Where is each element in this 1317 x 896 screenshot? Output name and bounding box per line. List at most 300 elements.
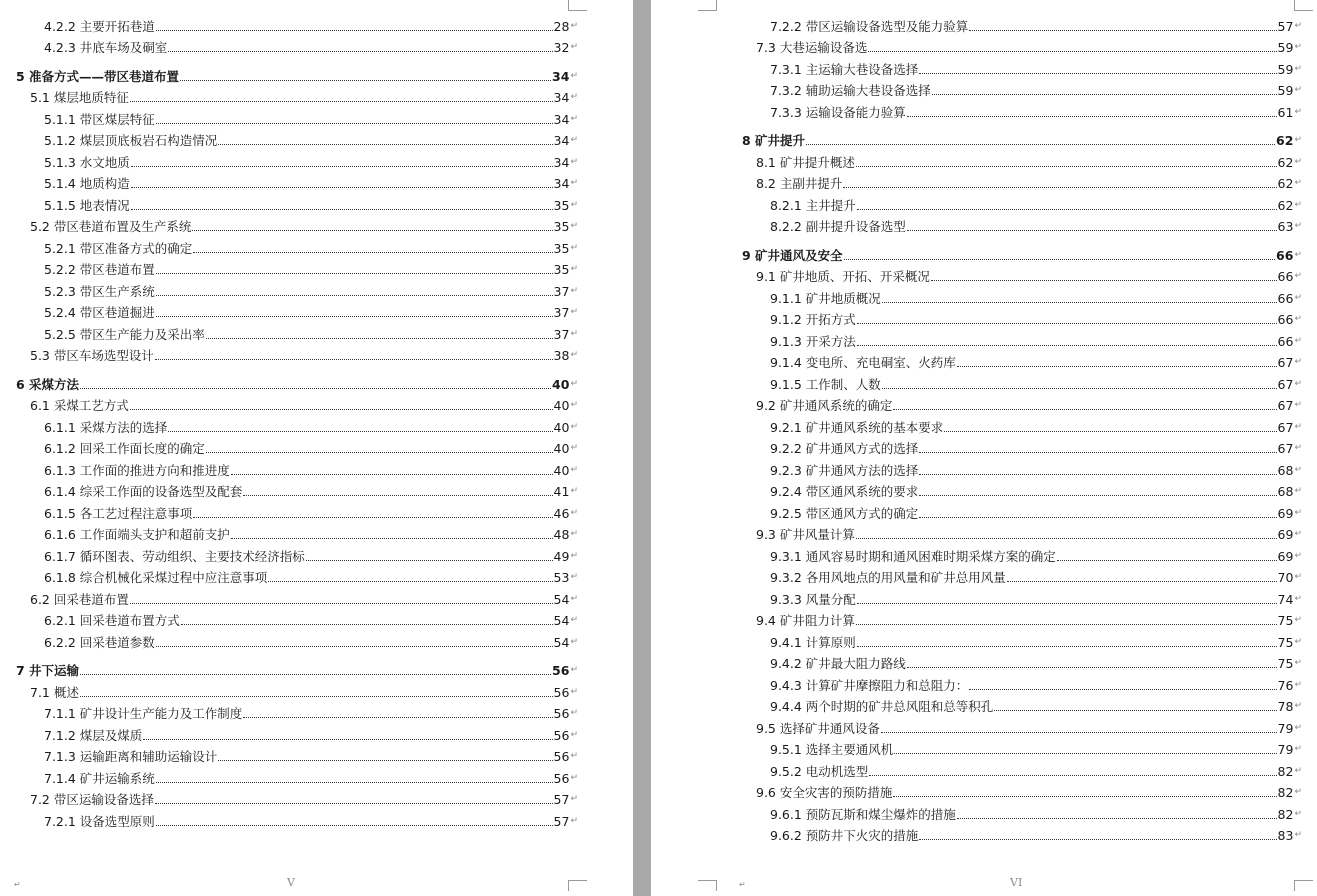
toc-page-number: 63: [1277, 219, 1294, 234]
toc-dot-leader: [156, 295, 553, 296]
toc-entry-title: 9.1.3 开采方法: [770, 333, 856, 349]
paragraph-mark: ↵: [1294, 507, 1302, 518]
paragraph-mark: ↵: [1294, 314, 1302, 324]
paragraph-mark: ↵: [1294, 593, 1302, 604]
paragraph-mark: ↵: [1294, 178, 1302, 188]
toc-entry-title: 5.2.4 带区巷道掘进: [44, 305, 155, 320]
toc-page-number: 37: [553, 283, 570, 299]
paragraph-mark: ↵: [1294, 63, 1302, 74]
paragraph-mark: ↵: [570, 42, 578, 52]
paragraph-mark: ↵: [1294, 378, 1302, 389]
toc-dot-leader: [856, 538, 1277, 539]
toc-entry-title: 7.3 大巷运输设备选: [756, 40, 868, 55]
toc-dot-leader: [231, 474, 553, 475]
toc-dot-leader: [155, 359, 553, 360]
toc-subsection-entry[interactable]: [0, 521, 578, 543]
paragraph-mark: ↵: [570, 199, 578, 210]
toc-entry-title: 6.1.7 循环图表、劳动组织、主要技术经济指标: [44, 548, 305, 564]
paragraph-mark: ↵: [570, 686, 578, 697]
toc-subsection-entry[interactable]: [651, 757, 1302, 779]
toc-subsection-entry[interactable]: [0, 764, 578, 786]
toc-dot-leader: [919, 73, 1276, 74]
toc-entry-title: 9.1.1 矿井地质概况: [770, 290, 881, 306]
toc-entry-title: 5.2 带区巷道布置及生产系统: [30, 219, 192, 234]
toc-page-number: 62: [1277, 154, 1294, 170]
toc-subsection-entry[interactable]: [651, 413, 1302, 435]
toc-section-entry[interactable]: [0, 342, 578, 364]
toc-dot-leader: [856, 166, 1277, 167]
toc-entry-title: 5.2.1 带区准备方式的确定: [44, 240, 193, 256]
toc-page-number: 59: [1277, 61, 1294, 77]
toc-entry-title: 4.2.3 井底车场及硐室: [44, 40, 168, 55]
toc-subsection-entry[interactable]: [651, 12, 1302, 34]
toc-subsection-entry[interactable]: [651, 564, 1302, 586]
toc-chapter-entry[interactable]: [651, 241, 1302, 263]
toc-page-number: 38: [553, 348, 570, 363]
toc-page-number: 56: [553, 727, 570, 743]
toc-section-entry[interactable]: [651, 392, 1302, 414]
toc-subsection-entry[interactable]: [0, 234, 578, 256]
toc-section-entry[interactable]: [651, 34, 1302, 56]
toc-subsection-entry[interactable]: [651, 306, 1302, 328]
toc-chapter-entry[interactable]: [0, 370, 578, 392]
paragraph-mark: ↵: [1294, 85, 1302, 95]
toc-page-number: 40: [553, 398, 570, 413]
toc-subsection-entry[interactable]: [0, 628, 578, 650]
page-corner-mark: [1294, 0, 1313, 11]
paragraph-mark: ↵: [570, 593, 578, 604]
paragraph-mark: ↵: [570, 307, 578, 317]
paragraph-mark: ↵: [1294, 808, 1302, 819]
toc-subsection-entry[interactable]: [0, 191, 578, 213]
toc-subsection-entry[interactable]: [651, 693, 1302, 715]
toc-entry-title: 9.1.5 工作制、人数: [770, 376, 881, 392]
toc-section-entry[interactable]: [651, 148, 1302, 170]
toc-section-entry[interactable]: [651, 170, 1302, 192]
paragraph-mark: ↵: [570, 507, 578, 518]
toc-page-number: 34: [553, 133, 570, 148]
toc-subsection-entry[interactable]: [0, 320, 578, 342]
toc-dot-leader: [881, 732, 1277, 733]
toc-subsection-entry[interactable]: [651, 499, 1302, 521]
page-corner-mark: [568, 0, 587, 11]
paragraph-mark: ↵: [1294, 335, 1302, 346]
document-page-right: [651, 0, 1317, 896]
toc-page-number: 49: [553, 548, 570, 564]
paragraph-mark: ↵: [570, 729, 578, 740]
toc-dot-leader: [1057, 560, 1277, 561]
toc-page-number: 53: [553, 570, 570, 585]
toc-entry-title: 7.3.3 运输设备能力验算: [770, 104, 906, 120]
toc-entry-title: 7.1.1 矿井设计生产能力及工作制度: [44, 706, 243, 721]
toc-page-number: 66: [1277, 290, 1294, 306]
paragraph-mark: ↵: [1294, 615, 1302, 625]
toc-page-number: 74: [1277, 591, 1294, 607]
toc-subsection-entry[interactable]: [0, 721, 578, 743]
paragraph-mark: ↵: [1294, 550, 1302, 561]
toc-entry-title: 9.4.2 矿井最大阻力路线: [770, 656, 906, 671]
paragraph-mark: ↵: [570, 751, 578, 761]
toc-dot-leader: [156, 825, 553, 826]
toc-chapter-entry[interactable]: [0, 62, 578, 84]
toc-subsection-entry[interactable]: [0, 413, 578, 435]
toc-dot-leader: [193, 517, 552, 518]
toc-subsection-entry[interactable]: [651, 284, 1302, 306]
toc-entry-title: 7.3.2 辅助运输大巷设备选择: [770, 83, 931, 98]
toc-subsection-entry[interactable]: [651, 435, 1302, 457]
toc-entry-title: 8.1 矿井提升概述: [756, 154, 855, 170]
toc-dot-leader: [894, 753, 1276, 754]
toc-page-number: 35: [553, 219, 570, 234]
toc-entry-title: 7.1.4 矿井运输系统: [44, 770, 155, 786]
toc-dot-leader: [130, 409, 553, 410]
toc-entry-title: 6.1.2 回采工作面长度的确定: [44, 441, 205, 456]
paragraph-mark: ↵: [570, 400, 578, 410]
toc-section-entry[interactable]: [0, 678, 578, 700]
toc-dot-leader: [907, 230, 1277, 231]
toc-subsection-entry[interactable]: [0, 478, 578, 500]
toc-subsection-entry[interactable]: [0, 299, 578, 321]
toc-subsection-entry[interactable]: [651, 327, 1302, 349]
toc-entry-title: 7.1 概述: [30, 684, 79, 700]
toc-dot-leader: [131, 187, 553, 188]
toc-dot-leader: [243, 495, 552, 496]
toc-chapter-entry[interactable]: [0, 657, 578, 679]
page-corner-mark: [698, 880, 717, 891]
toc-chapter-entry[interactable]: [651, 127, 1302, 149]
toc-dot-leader: [130, 603, 553, 604]
toc-section-entry[interactable]: [651, 607, 1302, 629]
toc-dot-leader: [882, 302, 1277, 303]
toc-subsection-entry[interactable]: [0, 743, 578, 765]
toc-page-number: 62: [1277, 176, 1294, 191]
toc-subsection-entry[interactable]: [651, 585, 1302, 607]
toc-page-number: 34: [553, 111, 570, 127]
toc-dot-leader: [131, 166, 553, 167]
paragraph-mark: ↵: [570, 264, 578, 274]
paragraph-mark: ↵: [570, 486, 578, 496]
paragraph-mark: ↵: [570, 665, 578, 675]
paragraph-mark: ↵: [1294, 357, 1302, 367]
toc-entry-title: 7.1.3 运输距离和辅助运输设计: [44, 749, 218, 764]
toc-entry-title: 7.2.1 设备选型原则: [44, 813, 155, 829]
toc-page-number: 69: [1277, 527, 1294, 542]
paragraph-mark: ↵: [739, 880, 746, 889]
toc-page-number: 35: [553, 197, 570, 213]
paragraph-mark: ↵: [1294, 744, 1302, 754]
toc-subsection-entry[interactable]: [0, 105, 578, 127]
toc-dot-leader: [806, 144, 1275, 145]
toc-page-number: 34: [552, 68, 570, 84]
toc-page-number: 67: [1277, 398, 1294, 413]
toc-subsection-entry[interactable]: [0, 34, 578, 56]
toc-page-number: 54: [553, 591, 570, 607]
toc-entry-title: 9.5.2 电动机选型: [770, 763, 869, 779]
toc-page-number: 34: [553, 154, 570, 170]
toc-subsection-entry[interactable]: [651, 542, 1302, 564]
paragraph-mark: ↵: [570, 572, 578, 582]
toc-dot-leader: [156, 646, 553, 647]
toc-page-number: 75: [1277, 634, 1294, 650]
toc-subsection-entry[interactable]: [651, 370, 1302, 392]
toc-page-number: 34: [553, 90, 570, 105]
toc-entry-title: 6 采煤方法: [16, 376, 80, 392]
toc-subsection-entry[interactable]: [0, 256, 578, 278]
toc-page-number: 34: [553, 176, 570, 191]
toc-page-number: 35: [553, 262, 570, 277]
toc-subsection-entry[interactable]: [0, 148, 578, 170]
toc-entry-title: 5.1.3 水文地质: [44, 154, 130, 170]
toc-dot-leader: [218, 760, 552, 761]
paragraph-mark: ↵: [570, 70, 578, 81]
toc-subsection-entry[interactable]: [0, 499, 578, 521]
toc-page-number: 61: [1277, 104, 1294, 120]
paragraph-mark: ↵: [1294, 572, 1302, 582]
toc-subsection-entry[interactable]: [651, 800, 1302, 822]
toc-entry-title: 9.1.2 开拓方式: [770, 312, 856, 327]
toc-page-number: 68: [1277, 462, 1294, 478]
toc-subsection-entry[interactable]: [651, 349, 1302, 371]
paragraph-mark: ↵: [1294, 529, 1302, 539]
toc-page-number: 69: [1277, 505, 1294, 521]
toc-page-number: 82: [1277, 806, 1294, 822]
toc-page-number: 59: [1277, 83, 1294, 98]
toc-page-number: 67: [1277, 441, 1294, 456]
toc-dot-leader: [882, 388, 1277, 389]
toc-page-number: 37: [553, 326, 570, 342]
toc-entry-title: 9.3 矿井风量计算: [756, 527, 855, 542]
paragraph-mark: ↵: [1294, 421, 1302, 432]
paragraph-mark: ↵: [570, 328, 578, 339]
toc-section-entry[interactable]: [0, 786, 578, 808]
toc-entry-title: 8.2.1 主井提升: [770, 197, 856, 213]
toc-entry-title: 5.1.1 带区煤层特征: [44, 111, 155, 127]
toc-subsection-entry[interactable]: [651, 213, 1302, 235]
toc-subsection-entry[interactable]: [0, 700, 578, 722]
toc-section-entry[interactable]: [651, 521, 1302, 543]
page-corner-mark: [1294, 880, 1313, 891]
toc-subsection-entry[interactable]: [0, 12, 578, 34]
paragraph-mark: ↵: [1294, 292, 1302, 303]
toc-page-number: 66: [1277, 269, 1294, 284]
toc-page-number: 54: [553, 613, 570, 628]
toc-subsection-entry[interactable]: [0, 127, 578, 149]
table-of-contents-right: [651, 12, 1302, 843]
toc-entry-title: 9.3.3 风量分配: [770, 591, 856, 607]
toc-page-number: 56: [553, 706, 570, 721]
toc-subsection-entry[interactable]: [0, 564, 578, 586]
toc-dot-leader: [994, 710, 1276, 711]
toc-entry-title: 9.3.2 各用风地点的用风量和矿井总用风量: [770, 570, 1006, 585]
paragraph-mark: ↵: [1294, 156, 1302, 167]
toc-subsection-entry[interactable]: [0, 807, 578, 829]
toc-dot-leader: [306, 560, 553, 561]
paragraph-mark: ↵: [1294, 658, 1302, 668]
toc-entry-title: 9.1.4 变电所、充电硐室、火药库: [770, 355, 956, 370]
toc-entry-title: 7.1.2 煤层及煤质: [44, 727, 143, 743]
paragraph-mark: ↵: [14, 880, 21, 889]
toc-subsection-entry[interactable]: [651, 822, 1302, 844]
toc-entry-title: 4.2.2 主要开拓巷道: [44, 18, 155, 34]
toc-subsection-entry[interactable]: [651, 671, 1302, 693]
toc-entry-title: 5.2.2 带区巷道布置: [44, 262, 155, 277]
toc-subsection-entry[interactable]: [0, 456, 578, 478]
toc-entry-title: 6.1.8 综合机械化采煤过程中应注意事项: [44, 570, 268, 585]
toc-page-number: 67: [1277, 419, 1294, 435]
toc-page-number: 67: [1277, 355, 1294, 370]
paragraph-mark: ↵: [570, 636, 578, 647]
toc-dot-leader: [168, 51, 552, 52]
toc-page-number: 67: [1277, 376, 1294, 392]
toc-page-number: 37: [553, 305, 570, 320]
toc-dot-leader: [969, 689, 1276, 690]
toc-subsection-entry[interactable]: [0, 435, 578, 457]
toc-entry-title: 5.2.3 带区生产系统: [44, 283, 155, 299]
paragraph-mark: ↵: [570, 815, 578, 826]
paragraph-mark: ↵: [1294, 787, 1302, 797]
paragraph-mark: ↵: [1294, 400, 1302, 410]
toc-subsection-entry[interactable]: [651, 478, 1302, 500]
toc-dot-leader: [957, 818, 1277, 819]
toc-page-number: 66: [1276, 247, 1294, 263]
toc-page-number: 79: [1277, 720, 1294, 736]
toc-section-entry[interactable]: [651, 263, 1302, 285]
toc-dot-leader: [919, 517, 1276, 518]
toc-entry-title: 5 准备方式——带区巷道布置: [16, 68, 180, 84]
toc-dot-leader: [919, 474, 1276, 475]
toc-dot-leader: [932, 94, 1277, 95]
paragraph-mark: ↵: [1294, 20, 1302, 31]
toc-entry-title: 9.6.2 预防井下火灾的措施: [770, 828, 919, 843]
toc-dot-leader: [80, 674, 551, 675]
toc-page-number: 66: [1277, 312, 1294, 327]
toc-dot-leader: [192, 230, 552, 231]
paragraph-mark: ↵: [570, 529, 578, 539]
toc-entry-title: 9.2.2 矿井通风方式的选择: [770, 441, 919, 456]
toc-subsection-entry[interactable]: [0, 607, 578, 629]
toc-dot-leader: [156, 273, 553, 274]
toc-section-entry[interactable]: [651, 779, 1302, 801]
toc-dot-leader: [193, 252, 552, 253]
paragraph-mark: ↵: [570, 615, 578, 625]
toc-entry-title: 9.4.1 计算原则: [770, 634, 856, 650]
toc-page-number: 32: [553, 40, 570, 55]
toc-section-entry[interactable]: [0, 585, 578, 607]
toc-entry-title: 9.2.4 带区通风系统的要求: [770, 484, 919, 499]
paragraph-mark: ↵: [570, 221, 578, 231]
toc-subsection-entry[interactable]: [651, 650, 1302, 672]
toc-entry-title: 9.5.1 选择主要通风机: [770, 742, 894, 757]
toc-entry-title: 6.1.5 各工艺过程注意事项: [44, 505, 193, 521]
toc-entry-title: 6.1.6 工作面端头支护和超前支护: [44, 527, 230, 542]
toc-page-number: 79: [1277, 742, 1294, 757]
toc-dot-leader: [857, 345, 1277, 346]
toc-dot-leader: [1007, 581, 1277, 582]
toc-entry-title: 9.5 选择矿井通风设备: [756, 720, 880, 736]
toc-dot-leader: [206, 338, 553, 339]
toc-entry-title: 6.1.4 综采工作面的设备选型及配套: [44, 484, 243, 499]
toc-entry-title: 5.1.5 地表情况: [44, 197, 130, 213]
toc-dot-leader: [919, 495, 1276, 496]
toc-page-number: 68: [1277, 484, 1294, 499]
toc-section-entry[interactable]: [0, 392, 578, 414]
toc-dot-leader: [931, 280, 1277, 281]
toc-dot-leader: [868, 51, 1276, 52]
toc-page-number: 56: [553, 770, 570, 786]
toc-entry-title: 7.3.1 主运输大巷设备选择: [770, 61, 919, 77]
toc-subsection-entry[interactable]: [0, 542, 578, 564]
toc-page-number: 41: [553, 484, 570, 499]
toc-dot-leader: [206, 452, 553, 453]
toc-subsection-entry[interactable]: [651, 736, 1302, 758]
paragraph-mark: ↵: [1294, 722, 1302, 733]
paragraph-mark: ↵: [570, 464, 578, 475]
paragraph-mark: ↵: [570, 421, 578, 432]
toc-subsection-entry[interactable]: [651, 98, 1302, 120]
paragraph-mark: ↵: [570, 285, 578, 296]
paragraph-mark: ↵: [1294, 679, 1302, 690]
paragraph-mark: ↵: [1294, 271, 1302, 281]
table-of-contents-left: [0, 12, 578, 829]
paragraph-mark: ↵: [570, 242, 578, 253]
paragraph-mark: ↵: [1294, 830, 1302, 840]
paragraph-mark: ↵: [570, 20, 578, 31]
toc-entry-title: 7.2.2 带区运输设备选型及能力验算: [770, 18, 969, 34]
toc-dot-leader: [243, 717, 552, 718]
toc-dot-leader: [143, 739, 552, 740]
toc-subsection-entry[interactable]: [651, 77, 1302, 99]
paragraph-mark: ↵: [1294, 701, 1302, 711]
toc-subsection-entry[interactable]: [0, 277, 578, 299]
toc-page-number: 35: [553, 240, 570, 256]
toc-dot-leader: [893, 796, 1276, 797]
toc-dot-leader: [80, 696, 553, 697]
toc-entry-title: 5.1 煤层地质特征: [30, 90, 129, 105]
toc-entry-title: 9.6 安全灾害的预防措施: [756, 785, 893, 800]
toc-subsection-entry[interactable]: [0, 170, 578, 192]
toc-subsection-entry[interactable]: [651, 456, 1302, 478]
toc-page-number: 82: [1277, 763, 1294, 779]
paragraph-mark: ↵: [570, 135, 578, 145]
toc-dot-leader: [131, 209, 553, 210]
toc-subsection-entry[interactable]: [651, 55, 1302, 77]
toc-dot-leader: [856, 624, 1277, 625]
toc-page-number: 66: [1277, 333, 1294, 349]
paragraph-mark: ↵: [1294, 42, 1302, 52]
toc-entry-title: 8.2.2 副井提升设备选型: [770, 219, 906, 234]
toc-dot-leader: [857, 646, 1277, 647]
toc-dot-leader: [907, 116, 1277, 117]
toc-section-entry[interactable]: [0, 84, 578, 106]
paragraph-mark: ↵: [1294, 443, 1302, 453]
page-number-footer: V: [287, 876, 295, 889]
paragraph-mark: ↵: [570, 708, 578, 718]
toc-dot-leader: [156, 123, 553, 124]
toc-page-number: 28: [553, 18, 570, 34]
toc-section-entry[interactable]: [651, 714, 1302, 736]
toc-subsection-entry[interactable]: [651, 191, 1302, 213]
toc-page-number: 76: [1277, 677, 1294, 693]
toc-section-entry[interactable]: [0, 213, 578, 235]
toc-page-number: 62: [1277, 197, 1294, 213]
toc-entry-title: 5.2.5 带区生产能力及采出率: [44, 326, 205, 342]
toc-subsection-entry[interactable]: [651, 628, 1302, 650]
paragraph-mark: ↵: [1294, 249, 1302, 260]
paragraph-mark: ↵: [1294, 135, 1302, 145]
toc-entry-title: 9.2.3 矿井通风方法的选择: [770, 462, 919, 478]
toc-entry-title: 8.2 主副井提升: [756, 176, 843, 191]
paragraph-mark: ↵: [570, 378, 578, 389]
